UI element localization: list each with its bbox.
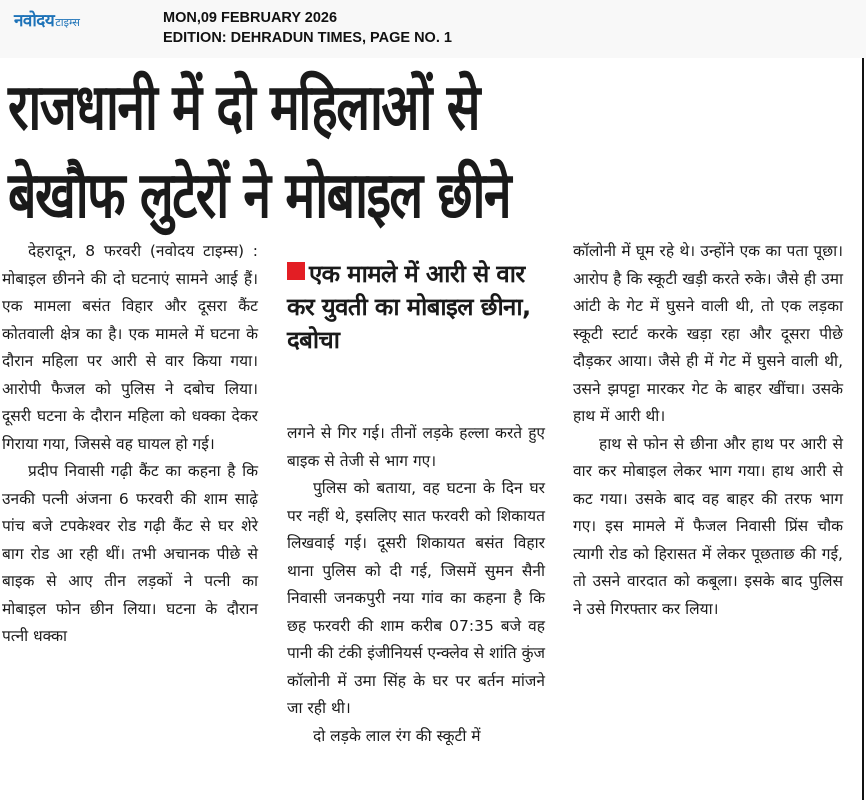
paragraph: दो लड़के लाल रंग की स्कूटी में <box>313 726 481 745</box>
article-column-2 <box>287 420 545 750</box>
article-headline <box>8 64 671 240</box>
logo-sub-text: टाइम्स <box>55 16 80 29</box>
paragraph: लगने से गिर गई। तीनों लड़के हल्ला करते हुए बाइक से तेजी से भाग गए। <box>287 424 545 470</box>
paragraph: कॉलोनी में घूम रहे थे। उन्होंने एक का पता पूछा। आरोप है कि स्कूटी खड़ी करते रुके। जैसे ही उमा आंटी के गेट में घुसने वाली थी, तो एक लड़का स्कूटी स्टार्ट करके खड़ा रहा और दूसरा पीछे दौड़कर आया। जैसे ही में गेट में घुसने वाली थी, उसने झपट्टा मारकर गेट के बाहर खींचा। उसके हाथ में आरी थी। <box>573 242 843 425</box>
paragraph: पुलिस को बताया, वह घटना के दिन घर पर नहीं थे, इसलिए सात फरवरी को शिकायत लिखवाई गई। दूसरी शिकायत बसंत विहार थाना पुलिस को दी गई, जिसमें सुमन सैनी निवासी जनकपुरी नया गांव का कहना है कि छह फरवरी की शाम करीब 07:35 बजे वह पानी की टंकी इंजीनियर्स एन्क्लेव से शांति कुंज कॉलोनी में उमा सिंह के घर पर बर्तन मांजने जा रही थी। <box>287 479 545 717</box>
logo-main-text: नवोदय <box>14 11 55 31</box>
paragraph: हाथ से फोन से छीना और हाथ पर आरी से वार कर मोबाइल लेकर भाग गया। हाथ आरी से कट गया। उसके बाद वह बाहर की तरफ भाग गए। इस मामले में फैजल निवासी प्रिंस चौक त्यागी रोड को हिरासत में लेकर पूछताछ की गई, तो उसने वारदात को कबूला। इसके बाद पुलिस ने उसे गिरफ्तार कर लिया। <box>573 434 843 618</box>
article-column-3 <box>573 238 843 623</box>
epaper-header <box>0 0 866 58</box>
headline-line-1: राजधानी में दो महिलाओं से <box>8 71 479 145</box>
edition-date: MON,09 FEBRUARY 2026 <box>163 10 338 26</box>
headline-line-2: बेखौफ लुटेरों ने मोबाइल छीने <box>8 159 511 233</box>
article-column-1 <box>2 238 258 651</box>
paragraph: देहरादून, 8 फरवरी (नवोदय टाइम्स) : मोबाइल छीनने की दो घटनाएं सामने आई हैं। एक मामला बसंत विहार और दूसरा कैंट कोतवाली क्षेत्र का है। एक मामले में घटना के दौरान महिला पर आरी से वार किया गया। आरोपी फैजल को पुलिस ने दबोच लिया। दूसरी घटना के दौरान महिला को धक्का देकर गिराया गया, जिससे वह घायल हो गई। <box>2 242 258 453</box>
newspaper-logo <box>14 8 80 31</box>
subheadline-text: एक मामले में आरी से वार कर युवती का मोबाइल छीना, दबोचा <box>287 260 531 354</box>
edition-info <box>163 8 452 48</box>
paragraph: प्रदीप निवासी गढ़ी कैंट का कहना है कि उनकी पत्नी अंजना 6 फरवरी की शाम साढ़े पांच बजे टपकेश्वर रोड गढ़ी कैंट से घर शेरे बाग रोड आ रही थीं। तभी अचानक पीछे से बाइक से आए तीन लड़कों ने पत्नी का मोबाइल फोन छीन लिया। घटना के दौरान पत्नी धक्का <box>2 462 258 645</box>
red-square-bullet-icon <box>287 262 305 280</box>
edition-page: EDITION: DEHRADUN TIMES, PAGE NO. 1 <box>163 30 452 46</box>
column-rule-right <box>862 58 864 800</box>
article-subheadline <box>287 258 557 357</box>
